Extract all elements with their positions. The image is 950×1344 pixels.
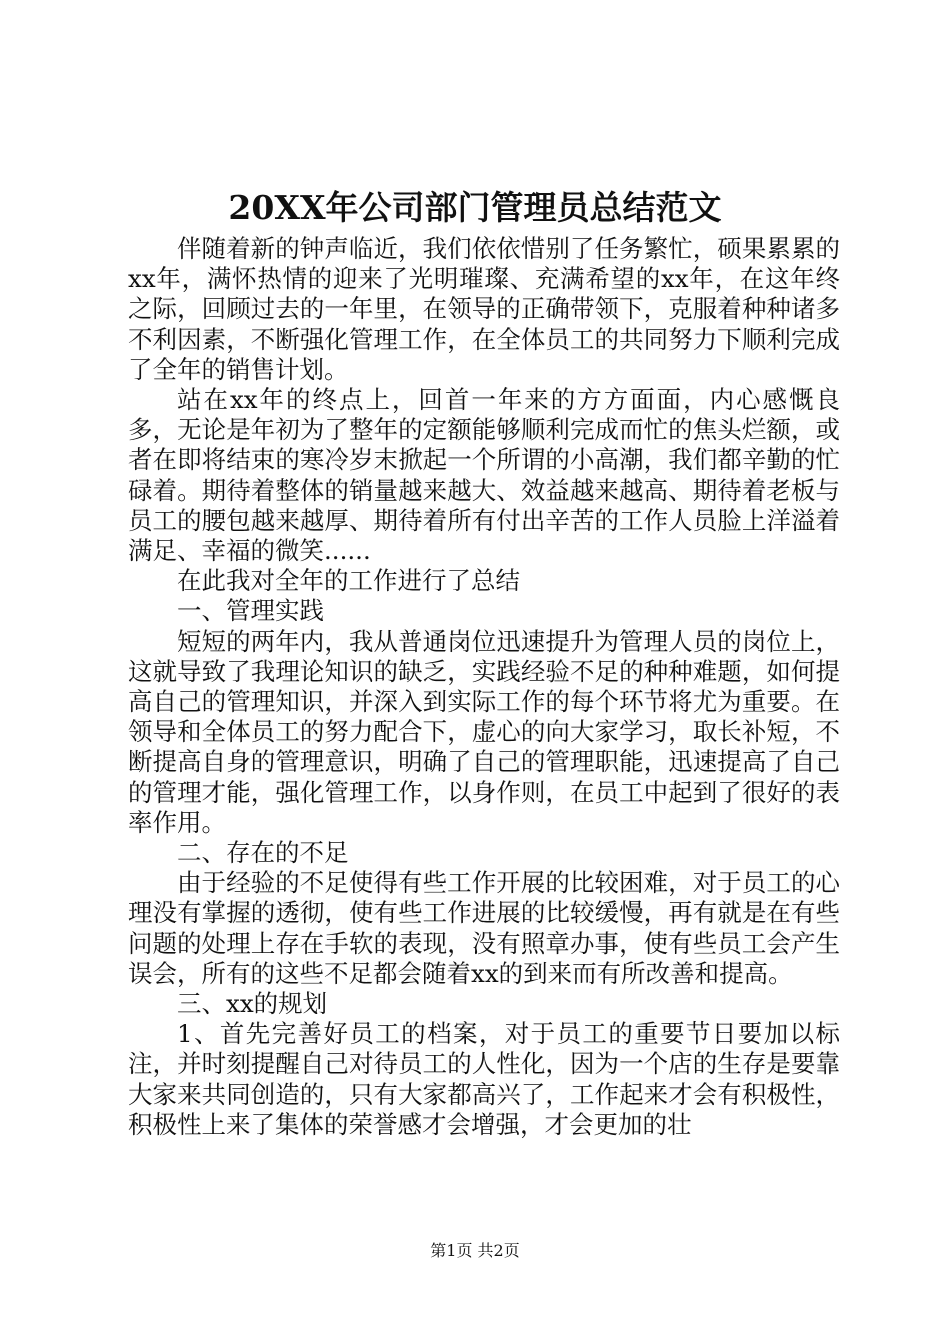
section-heading-plan: 三、xx的规划 [177, 989, 328, 1019]
paragraph-summary-lead: 在此我对全年的工作进行了总结 [177, 566, 520, 596]
section-heading-shortcomings: 二、存在的不足 [177, 838, 349, 868]
section-heading-management-practice: 一、管理实践 [177, 596, 324, 626]
page-footer: 第1页 共2页 [430, 1241, 520, 1260]
paragraph-shortcomings: 由于经验的不足使得有些工作开展的比较困难，对于员工的心理没有掌握的透彻，使有些工作进展的比较缓慢，再有就是在有些问题的处理上存在手软的表现，没有照章办事，使有些员工会产生误会，所有的这些不足都会随着xx的到来而有所改善和提高。 [128, 868, 840, 988]
paragraph-management-practice: 短短的两年内，我从普通岗位迅速提升为管理人员的岗位上，这就导致了我理论知识的缺乏，实践经验不足的种种难题，如何提高自己的管理知识，并深入到实际工作的每个环节将尤为重要。在领导和全体员工的努力配合下，虚心的向大家学习，取长补短，不断提高自身的管理意识，明确了自己的管理职能，迅速提高了自己的管理才能，强化管理工作，以身作则，在员工中起到了很好的表率作用。 [128, 626, 840, 837]
paragraph-plan-item-1: 1、首先完善好员工的档案，对于员工的重要节日要加以标注，并时刻提醒自己对待员工的人性化，因为一个店的生存是要靠大家来共同创造的，只有大家都高兴了，工作起来才会有积极性，积极性上来了集体的荣誉感才会增强，才会更加的壮 [128, 1019, 840, 1139]
paragraph-intro: 伴随着新的钟声临近，我们依依惜别了任务繁忙，硕果累累的xx年，满怀热情的迎来了光明璀璨、充满希望的xx年，在这年终之际，回顾过去的一年里，在领导的正确带领下，克服着种种诸多不利因素，不断强化管理工作，在全体员工的共同努力下顺利完成了全年的销售计划。 [128, 234, 840, 384]
document-body [128, 234, 840, 1140]
paragraph-reflection: 站在xx年的终点上，回首一年来的方方面面，内心感慨良多，无论是年初为了整年的定额能够顺利完成而忙的焦头烂额，或者在即将结束的寒冷岁末掀起一个所谓的小高潮，我们都辛勤的忙碌着。期待着整体的销量越来越大、效益越来越高、期待着老板与员工的腰包越来越厚、期待着所有付出辛苦的工作人员脸上洋溢着满足、幸福的微笑...... [128, 385, 840, 566]
document-title: 20XX年公司部门管理员总结范文 [228, 188, 722, 227]
